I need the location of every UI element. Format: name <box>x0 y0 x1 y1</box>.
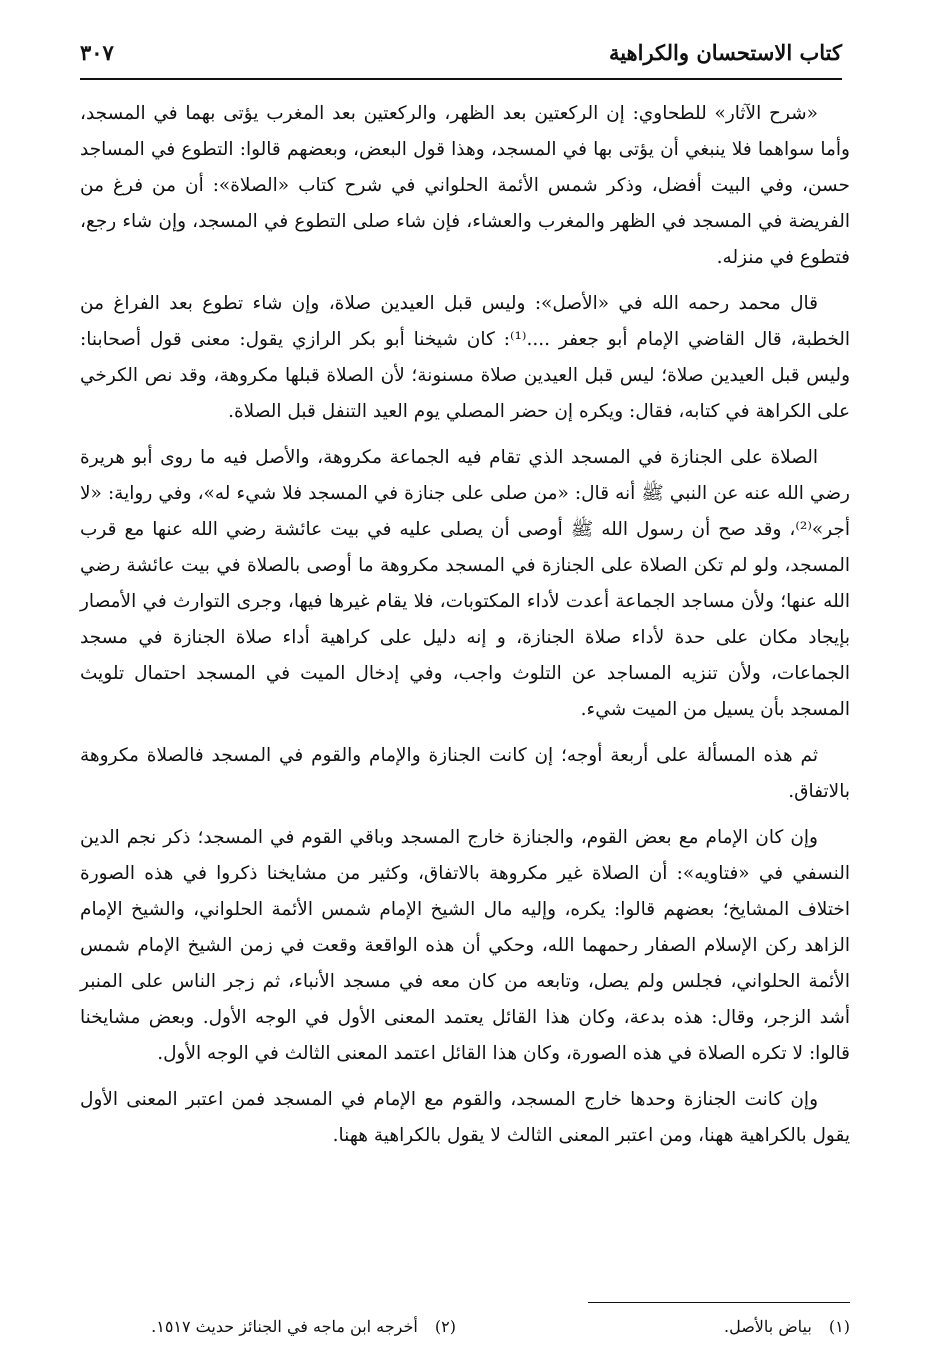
footnote-number: (٢) <box>434 1317 456 1336</box>
footnote-number: (١) <box>828 1317 850 1336</box>
paragraph: الصلاة على الجنازة في المسجد الذي تقام فيه الجماعة مكروهة، والأصل فيه ما روى أبو هريرة رضي الله عنه عن النبي ﷺ أنه قال: «من صلى على جنازة في المسجد فلا شيء له»، وفي رواية: «لا أجر»⁽²⁾، وقد صح أن رسول الله ﷺ أوصى أن يصلى عليه في بيت عائشة رضي الله عنها مع قرب المسجد، ولو لم تكن الصلاة على الجنازة في المسجد مكروهة ما أوصى بالصلاة في بيت عائشة رضي الله عنها؛ ولأن مساجد الجماعة أعدت لأداء المكتوبات، فلا يقام غيرها فيها، وجرى التوارث في الأمصار بإيجاد مكان على حدة لأداء صلاة الجنازة، و إنه دليل على كراهية أداء صلاة الجنازة في مسجد الجماعات، ولأن تنزيه المساجد عن التلوث واجب، وفي إدخال الميت في المسجد احتمال تلويث المسجد بأن يسيل من الميت شيء. <box>80 447 850 720</box>
paragraph: وإن كانت الجنازة وحدها خارج المسجد، والقوم مع الإمام في المسجد فمن اعتبر المعنى الأول يقول بالكراهية ههنا، ومن اعتبر المعنى الثالث لا يقول بالكراهية ههنا. <box>80 1089 850 1146</box>
running-title: كتاب الاستحسان والكراهية <box>608 40 842 65</box>
footnote-text: بياض بالأصل. <box>723 1317 812 1336</box>
footnote-2 <box>151 1312 456 1342</box>
footnote-text: أخرجه ابن ماجه في الجنائز حديث ١٥١٧. <box>151 1317 418 1336</box>
main-text <box>80 96 850 1164</box>
paragraph: وإن كان الإمام مع بعض القوم، والجنازة خارج المسجد وباقي القوم في المسجد؛ ذكر نجم الدين النسفي في «فتاويه»: أن الصلاة غير مكروهة بالاتفاق، وكثير من مشايخنا ذكروا في هذه الصورة اختلاف المشايخ؛ بعضهم قالوا: يكره، وإليه مال الشيخ الإمام شمس الأئمة الحلواني، والشيخ الإمام الزاهد ركن الإسلام الصفار رحمهما الله، وحكي أن هذه الواقعة وقعت في زمن الشيخ الإمام شمس الأئمة الحلواني، فجلس ولم يصل، وتابعه من كان معه في مسجد الأنباء، ثم زجر الناس على المنبر أشد الزجر، وقال: هذه بدعة، وكان هذا القائل يعتمد المعنى الأول في الوجه الأول. وبعض مشايخنا قالوا: لا تكره الصلاة في هذه الصورة، وكان هذا القائل اعتمد المعنى الثالث في الوجه الأول. <box>80 827 850 1064</box>
paragraph: قال محمد رحمه الله في «الأصل»: وليس قبل العيدين صلاة، وإن شاء تطوع بعد الفراغ من الخطبة، قال القاضي الإمام أبو جعفر ....⁽¹⁾: كان شيخنا أبو بكر الرازي يقول: معنى قول أصحابنا: وليس قبل العيدين صلاة؛ ليس قبل العيدين صلاة مسنونة؛ لأن الصلاة قبلها مكروهة، وقد نص الكرخي على الكراهة في كتابه، فقال: ويكره إن حضر المصلي يوم العيد التنفل قبل الصلاة. <box>80 293 850 422</box>
page-header <box>80 38 842 80</box>
paragraph: ثم هذه المسألة على أربعة أوجه؛ إن كانت الجنازة والإمام والقوم في المسجد فالصلاة مكروهة بالاتفاق. <box>80 745 850 802</box>
page-number: ٣٠٧ <box>80 40 114 65</box>
footnote-1 <box>724 1312 850 1342</box>
paragraph: «شرح الآثار» للطحاوي: إن الركعتين بعد الظهر، والركعتين بعد المغرب يؤتى بهما في المسجد، وأما سواهما فلا ينبغي أن يؤتى بها في المسجد، وهذا قول البعض، وبعضهم قالوا: التطوع في المساجد حسن، وفي البيت أفضل، وذكر شمس الأئمة الحلواني في شرح كتاب «الصلاة»: أن من فرغ من الفريضة في المسجد في الظهر والمغرب والعشاء، فإن شاء صلى التطوع في المسجد، وإن شاء رجع، فتطوع في منزله. <box>80 103 850 268</box>
footnote-divider <box>588 1302 850 1303</box>
footnotes <box>80 1312 850 1346</box>
